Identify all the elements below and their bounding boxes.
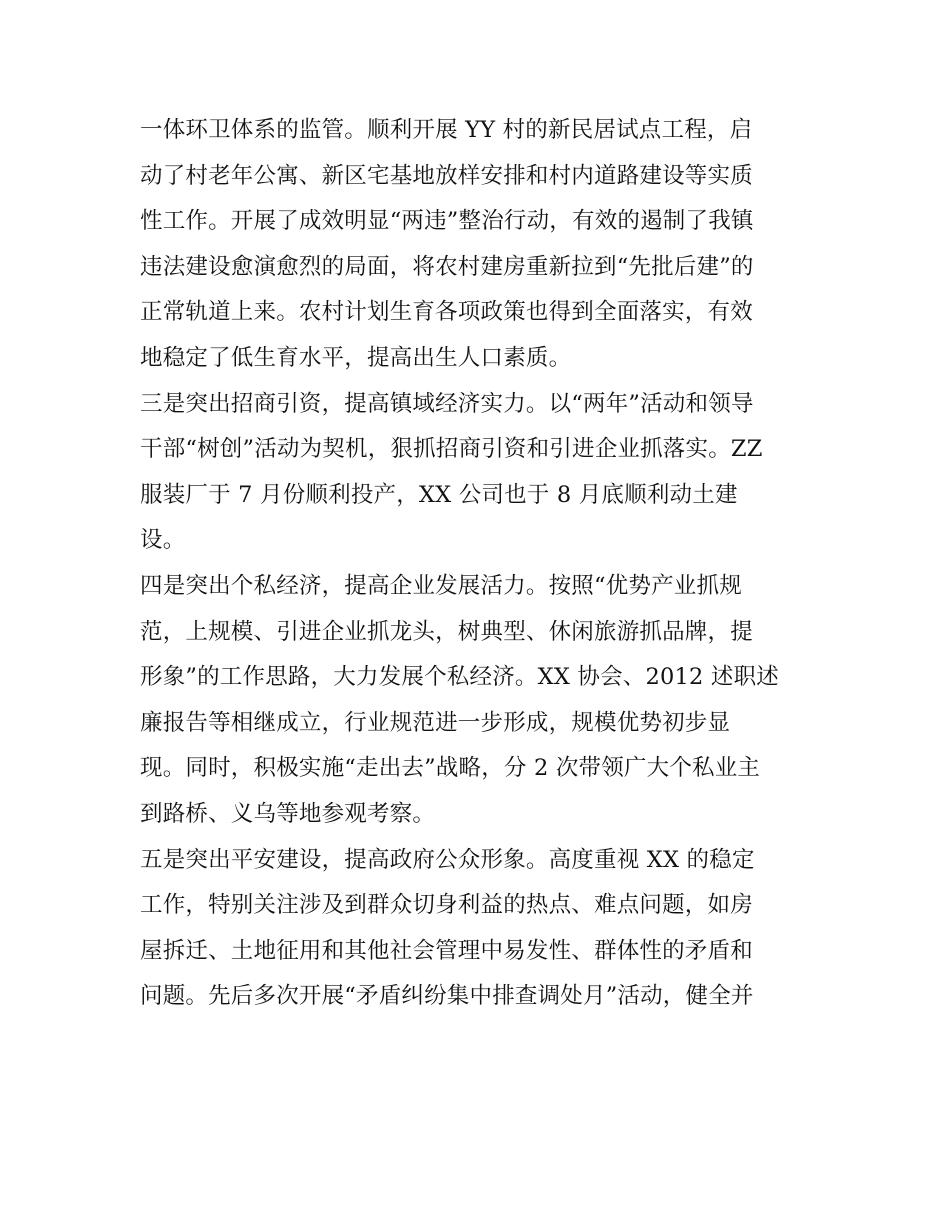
paragraph-4-heading-line: 四是突出个私经济，提高企业发展活力。按照“优势产业抓规 xyxy=(140,572,742,599)
text-line: 问题。先后多次开展“矛盾纠纷集中排查调处月”活动，健全并 xyxy=(140,983,754,1010)
text-line: 一体环卫体系的监管。顺利开展 YY 村的新民居试点工程，启 xyxy=(140,117,753,143)
text-line: 形象”的工作思路，大力发展个私经济。XX 协会、2012 述职述 xyxy=(140,664,780,691)
text-line: 正常轨道上来。农村计划生育各项政策也得到全面落实，有效 xyxy=(140,299,753,326)
text-line: 廉报告等相继成立，行业规范进一步形成，规模优势初步显 xyxy=(140,709,731,736)
text-line: 到路桥、义乌等地参观考察。 xyxy=(140,800,436,827)
text-line: 动了村老年公寓、新区宅基地放样安排和村内道路建设等实质 xyxy=(140,162,753,189)
text-line: 地稳定了低生育水平，提高出生人口素质。 xyxy=(140,344,572,371)
document-body xyxy=(140,108,830,1020)
text-line: 服装厂于 7 月份顺利投产，XX 公司也于 8 月底顺利动土建 xyxy=(140,481,738,508)
text-line: 屋拆迁、土地征用和其他社会管理中易发性、群体性的矛盾和 xyxy=(140,937,753,964)
paragraph-3-heading-line: 三是突出招商引资，提高镇域经济实力。以“两年”活动和领导 xyxy=(140,390,754,417)
paragraph-5-heading-line: 五是突出平安建设，提高政府公众形象。高度重视 XX 的稳定 xyxy=(140,846,755,873)
text-line: 工作，特别关注涉及到群众切身利益的热点、难点问题，如房 xyxy=(140,892,753,919)
text-line: 现。同时，积极实施“走出去”战略，分 2 次带领广大个私业主 xyxy=(140,755,761,782)
text-line: 设。 xyxy=(140,527,186,554)
text-line: 干部“树创”活动为契机，狠抓招商引资和引进企业抓落实。ZZ xyxy=(140,436,763,463)
text-line: 范，上规模、引进企业抓龙头，树典型、休闲旅游抓品牌，提 xyxy=(140,618,753,645)
text-line: 性工作。开展了成效明显“两违”整治行动，有效的遏制了我镇 xyxy=(140,208,754,235)
text-line: 违法建设愈演愈烈的局面，将农村建房重新拉到“先批后建”的 xyxy=(140,253,754,280)
